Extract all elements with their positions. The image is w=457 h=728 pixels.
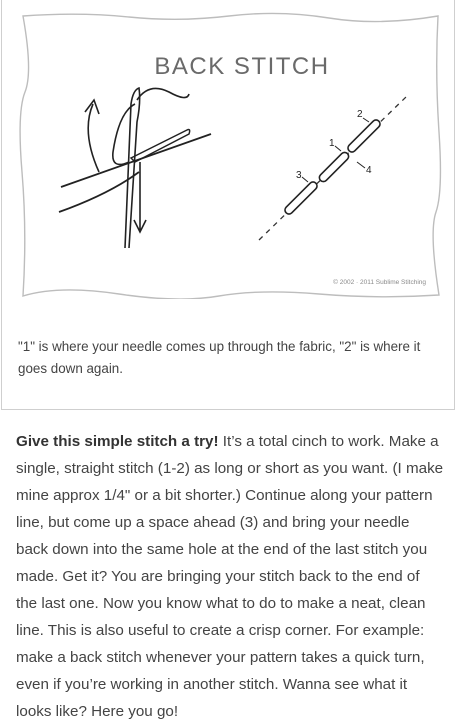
tick-2 [363,118,369,122]
figure-card [1,0,455,410]
figure-title: BACK STITCH [154,53,330,80]
back-stitch-diagram [19,12,442,299]
tick-4 [357,162,365,168]
instructions-text: It’s a total cinch to work. Make a single, straight stitch (1-2) as long or short as you want. (I make mine approx 1/4" or a bit shorter.) Continue along your pattern line, but come up a space ahead (3) and bring your needle back down into the same hole at the end of the last stitch you made. Get it? You are bringing your stitch back to the end of the last one. Now you know what to do to make a neat, clean line. This is also useful to create a crisp corner. For example: make a back stitch whenever your pattern takes a quick turn, even if you’re working in another stitch. Wanna see what it looks like? Here you go! [16,433,444,720]
needle-icon [125,88,140,248]
label-1: 1 [329,138,335,149]
fabric-stitch [131,130,190,163]
curved-arrow-icon [88,104,99,172]
back-stitch-illustration [19,12,442,299]
stitch-3 [346,118,381,153]
instructions-paragraph [16,428,444,725]
label-3: 3 [296,170,302,181]
stitch-1 [283,180,318,215]
label-4: 4 [366,165,372,176]
tick-3 [302,177,308,182]
down-arrow-icon [134,162,146,232]
stitch-2 [318,151,351,184]
lead-sentence: Give this simple stitch a try! [16,433,219,450]
figure-caption: "1" is where your needle comes up through the fabric, "2" is where it goes down again. [18,339,421,376]
label-2: 2 [357,109,363,120]
copyright-text: © 2002 · 2011 Sublime Stitching [333,279,426,286]
tick-1 [335,146,341,151]
